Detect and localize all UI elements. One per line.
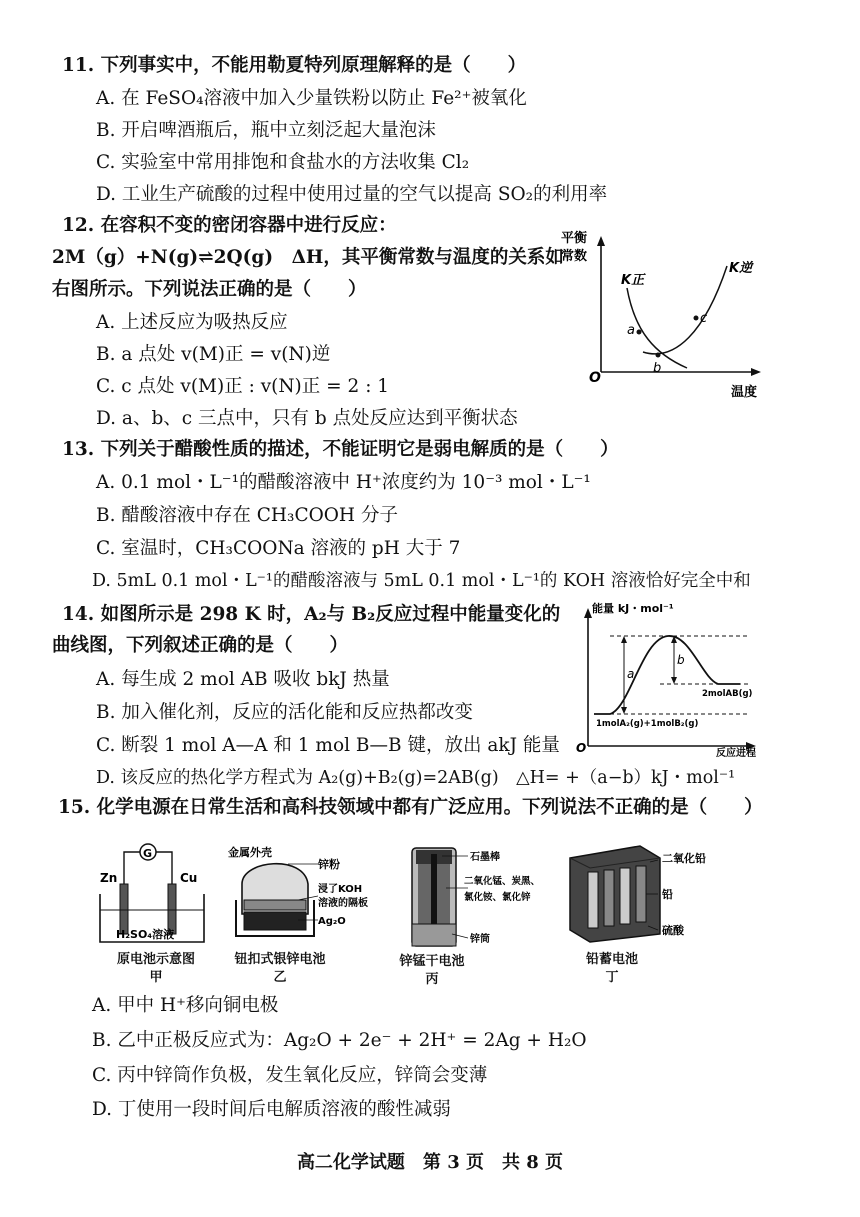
q12-stem-1: 12. 在容积不变的密闭容器中进行反应：	[62, 215, 397, 236]
q14-stem-1: 14. 如图所示是 298 K 时，A₂与 B₂反应过程中能量变化的	[62, 604, 561, 625]
q15-option-a: A. 甲中 H⁺移向铜电极	[92, 995, 279, 1016]
q14-ylabel: 能量 kJ・mol⁻¹	[592, 602, 674, 615]
q15-option-d: D. 丁使用一段时间后电解质溶液的酸性减弱	[92, 1099, 451, 1120]
q14-label-b: b	[677, 653, 685, 667]
galvanometer-label: G	[143, 847, 153, 860]
cathode-mix-label-1: 二氧化锰、炭黑、	[464, 876, 541, 887]
q12-xlabel: 温度	[731, 385, 758, 400]
sulfuric-acid-label: 硫酸	[662, 924, 684, 937]
lead-acid-battery-figure	[560, 838, 730, 948]
q14-label-a: a	[627, 667, 635, 681]
q13-option-b: B. 醋酸溶液中存在 CH₃COOH 分子	[96, 505, 398, 526]
q12-stem-2: 2M（g）+N(g)⇌2Q(g) ΔH，其平衡常数与温度的关系如	[52, 247, 564, 268]
lead-label: 铅	[662, 888, 673, 901]
point-a-label: a	[627, 323, 635, 338]
silver-oxide-label: Ag₂O	[318, 916, 346, 927]
zinc-can-label: 锌筒	[470, 934, 490, 945]
reaction-energy-curve	[594, 636, 740, 714]
q14-option-d: D. 该反应的热化学方程式为 A₂(g)+B₂(g)=2AB(g) △H= +（a−b）kJ・mol⁻¹	[96, 768, 736, 788]
k-reverse-curve	[643, 266, 727, 354]
lead-dioxide-label: 二氧化铅	[662, 852, 706, 865]
q14-stem-2: 曲线图，下列叙述正确的是（ ）	[52, 635, 349, 656]
electrolyte-label: H₂SO₄溶液	[116, 928, 175, 941]
button-cell-caption: 钮扣式银锌电池	[234, 952, 326, 967]
q15-option-b: B. 乙中正极反应式为：Ag₂O + 2e⁻ + 2H⁺ = 2Ag + H₂O	[92, 1030, 587, 1051]
galvanic-cell-tag: 甲	[149, 970, 163, 985]
zinc-electrode-label: Zn	[100, 871, 118, 885]
q11-stem: 11. 下列事实中，不能用勒夏特列原理解释的是（ ）	[62, 55, 527, 76]
zinc-powder-label: 锌粉	[318, 858, 340, 871]
point-b	[656, 353, 661, 358]
q12-option-c: C. c 点处 v(M)正 : v(N)正 = 2 : 1	[96, 376, 390, 397]
button-cell-figure	[228, 844, 368, 948]
q15-option-c: C. 丙中锌筒作负极，发生氧化反应，锌筒会变薄	[92, 1065, 488, 1086]
dry-cell-tag: 丙	[425, 972, 439, 987]
q11-option-c: C. 实验室中常用排饱和食盐水的方法收集 Cl₂	[96, 152, 470, 173]
q14-reactant-label: 1molA₂(g)+1molB₂(g)	[596, 719, 699, 729]
point-c	[694, 316, 699, 321]
q12-option-d: D. a、b、c 三点中，只有 b 点处反应达到平衡状态	[96, 408, 518, 429]
lead-acid-caption: 铅蓄电池	[585, 952, 638, 967]
page-footer: 高二化学试题 第 3 页 共 8 页	[296, 1152, 564, 1173]
point-a	[637, 330, 642, 335]
q11-option-a: A. 在 FeSO₄溶液中加入少量铁粉以防止 Fe²⁺被氧化	[96, 88, 527, 109]
q13-stem: 13. 下列关于醋酸性质的描述，不能证明它是弱电解质的是（ ）	[62, 439, 619, 460]
q13-option-c: C. 室温时，CH₃COONa 溶液的 pH 大于 7	[96, 538, 461, 559]
separator-label-1: 浸了KOH	[318, 884, 363, 895]
point-c-label: c	[700, 311, 708, 326]
dry-cell-figure	[402, 838, 562, 950]
dry-cell-caption: 锌锰干电池	[399, 954, 465, 969]
q12-ylabel-1: 平衡	[561, 231, 588, 246]
q11-option-d: D. 工业生产硫酸的过程中使用过量的空气以提高 SO₂的利用率	[96, 184, 608, 205]
q14-option-a: A. 每生成 2 mol AB 吸收 bkJ 热量	[96, 669, 390, 690]
separator-label-2: 溶液的隔板	[318, 898, 368, 909]
cathode-mix-label-2: 氯化铵、氯化锌	[464, 892, 531, 903]
q13-option-a: A. 0.1 mol・L⁻¹的醋酸溶液中 H⁺浓度约为 10⁻³ mol・L⁻¹	[96, 472, 591, 493]
q13-option-d: D. 5mL 0.1 mol・L⁻¹的醋酸溶液与 5mL 0.1 mol・L⁻¹的 KOH 溶液恰好完全中和	[92, 571, 751, 591]
q12-option-a: A. 上述反应为吸热反应	[96, 312, 288, 333]
k-forward-label: K正	[621, 273, 645, 288]
q12-ylabel-2: 常数	[561, 249, 588, 264]
metal-shell-label: 金属外壳	[228, 846, 272, 859]
q12-origin: O	[589, 370, 601, 386]
q11-option-b: B. 开启啤酒瓶后，瓶中立刻泛起大量泡沫	[96, 120, 436, 141]
lead-acid-tag: 丁	[605, 970, 619, 985]
galvanic-cell-figure	[96, 838, 216, 948]
q12-k-temperature-graph	[555, 222, 770, 402]
k-reverse-label: K逆	[729, 261, 753, 276]
q14-origin: O	[576, 741, 587, 755]
q12-option-b: B. a 点处 v(M)正 = v(N)逆	[96, 344, 331, 365]
copper-electrode-label: Cu	[180, 871, 198, 885]
q14-product-label: 2molAB(g)	[702, 689, 753, 699]
q14-energy-diagram	[570, 598, 770, 758]
graphite-rod-label: 石墨棒	[470, 852, 500, 863]
point-b-label: b	[653, 361, 662, 376]
q14-option-c: C. 断裂 1 mol A—A 和 1 mol B—B 键，放出 akJ 能量	[96, 735, 560, 756]
q15-stem: 15. 化学电源在日常生活和高科技领域中都有广泛应用。下列说法不正确的是（ ）	[58, 797, 763, 818]
galvanic-cell-caption: 原电池示意图	[116, 952, 195, 967]
q14-option-b: B. 加入催化剂，反应的活化能和反应热都改变	[96, 702, 473, 723]
q14-xlabel: 反应进程	[716, 748, 756, 758]
q12-stem-3: 右图所示。下列说法正确的是（ ）	[52, 279, 367, 300]
button-cell-tag: 乙	[273, 970, 287, 985]
